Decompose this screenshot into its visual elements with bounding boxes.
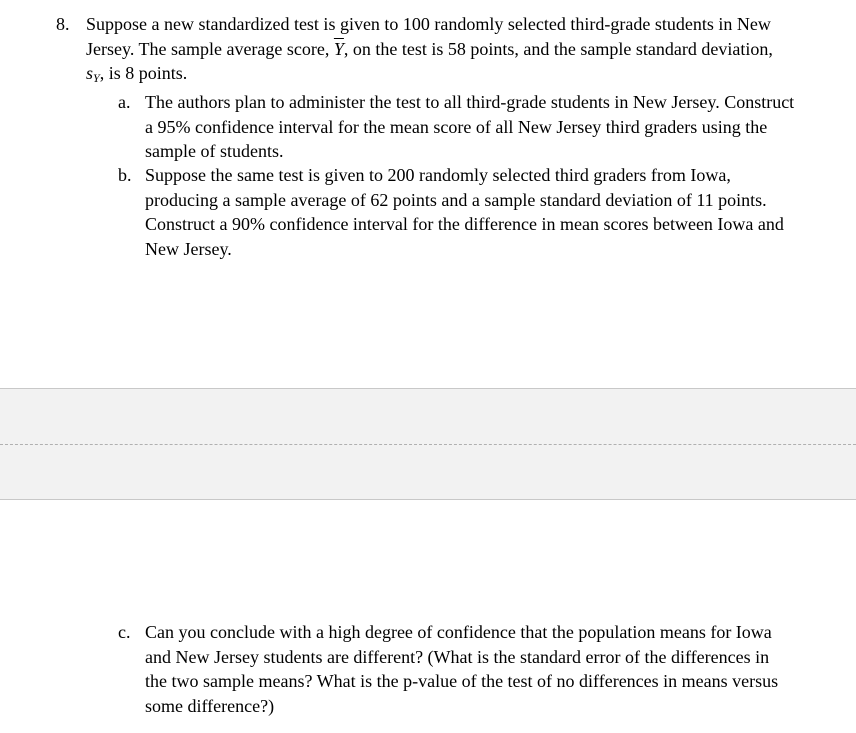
question-text: [86, 12, 776, 86]
sy-subscript: Y: [93, 71, 100, 85]
y-bar-symbol: $\overline{Y}$: [333, 38, 344, 59]
page-break-gap: [0, 388, 856, 500]
question-text-part3: , is 8 points.: [99, 63, 188, 83]
part-c-text: Can you conclude with a high degree of confidence that the population means for Iowa and New Jersey students are different? (What is the standard error of the differences in the two sample means? What is the p-value of the test of no differences in means versus some difference?): [145, 622, 779, 716]
part-b-text: Suppose the same test is given to 200 randomly selected third graders from Iowa, producing a sample average of 62 points and a sample standard deviation of 11 points. Construct a 90% confidence interval for the difference in mean scores between Iowa and New Jersey.: [145, 165, 784, 259]
part-a-text: The authors plan to administer the test to all third-grade students in New Jersey. Construct a 95% confidence interval for the mean score of all New Jersey third graders using the sample of students.: [145, 92, 795, 161]
part-b-letter: b.: [118, 165, 132, 185]
part-c-letter: c.: [118, 622, 131, 642]
part-a-letter: a.: [118, 92, 131, 112]
question-text-part1: Suppose a new standardized test is given to 100 randomly selected third-grade students in New Jersey. The sample average score,: [86, 14, 771, 59]
sy-symbol: [86, 63, 100, 83]
page-break-divider: [0, 444, 856, 445]
question-text-part2: , on the test is 58 points, and the sample standard deviation,: [343, 38, 773, 59]
question-number: 8.: [56, 14, 70, 34]
sy-letter: s: [86, 63, 94, 83]
